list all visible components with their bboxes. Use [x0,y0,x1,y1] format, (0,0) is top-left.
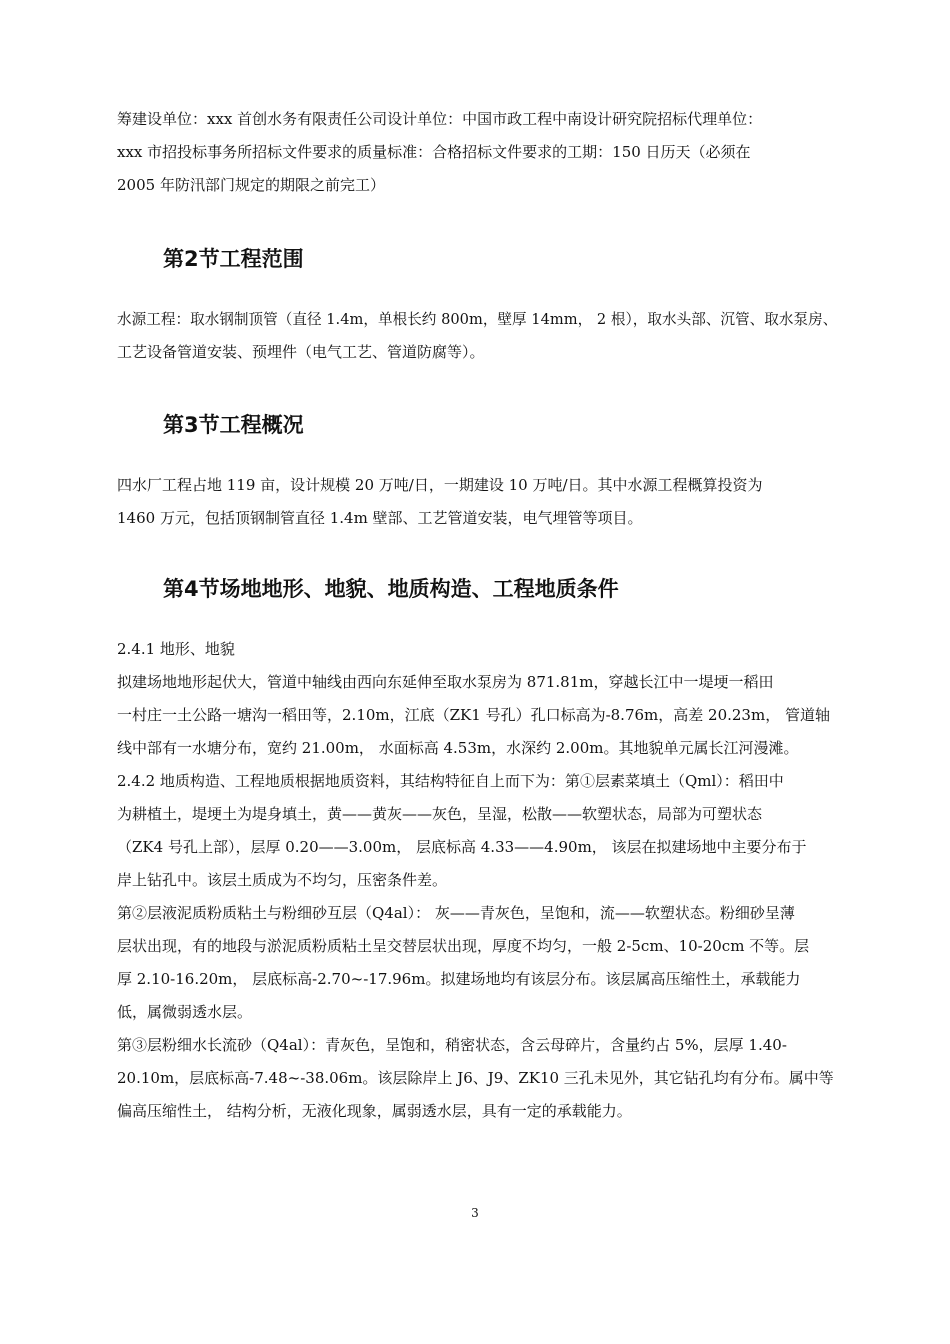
section-4-line: 一村庄一土公路一塘沟一稻田等，2.10m，江底（ZK1 号孔）孔口标高为-8.76m，高差 20.23m， 管道轴 [117,706,830,724]
section-2-line: 水源工程：取水钢制顶管（直径 1.4m，单根长约 800m，壁厚 14mm， 2 根），取水头部、沉管、取水泵房、 [117,310,838,328]
page-number: 3 [471,1206,479,1220]
intro-line: xxx 市招投标事务所招标文件要求的质量标准：合格招标文件要求的工期：150 日历天（必须在 [117,143,751,161]
section-3-line: 四水厂工程占地 119 亩，设计规模 20 万吨/日，一期建设 10 万吨/日。其中水源工程概算投资为 [117,476,763,494]
section-4-line: （ZK4 号孔上部），层厚 0.20——3.00m， 层底标高 4.33——4.90m， 该层在拟建场地中主要分布于 [117,838,807,856]
section-4-line: 岸上钻孔中。该层土质成为不均匀，压密条件差。 [117,871,448,889]
subsection-heading-2-4-1: 2.4.1 地形、地貌 [117,640,235,658]
section-4-heading: 第4节场地地形、地貌、地质构造、工程地质条件 [163,577,619,601]
section-4-line: 层状出现，有的地段与淤泥质粉质粘土呈交替层状出现，厚度不均匀，一般 2-5cm、10-20cm 不等。层 [117,937,810,955]
section-4-line: 第③层粉细水长流砂（Q4al）：青灰色，呈饱和，稍密状态，含云母碎片，含量约占 5%，层厚 1.40- [117,1036,787,1054]
section-2-paragraph [117,303,837,369]
section-3-heading: 第3节工程概况 [163,413,304,437]
intro-paragraph [117,103,837,202]
section-4-paragraph [117,633,837,1128]
section-4-line: 为耕植土，堤埂土为堤身填土，黄——黄灰——灰色，呈湿，松散——软塑状态，局部为可塑状态 [117,805,763,823]
section-4-line: 拟建场地地形起伏大，管道中轴线由西向东延伸至取水泵房为 871.81m，穿越长江中一堤埂一稻田 [117,673,774,691]
section-4-line: 厚 2.10-16.20m， 层底标高-2.70~-17.96m。拟建场地均有该层分布。该层属高压缩性土，承载能力 [117,970,801,988]
section-2-line: 工艺设备管道安装、预埋件（电气工艺、管道防腐等）。 [117,343,485,361]
section-4-line: 偏高压缩性土， 结构分析，无液化现象，属弱透水层，具有一定的承载能力。 [117,1102,632,1120]
section-4-line: 第②层液泥质粉质粘土与粉细砂互层（Q4al）： 灰——青灰色，呈饱和，流——软塑状态。粉细砂呈薄 [117,904,795,922]
section-4-line: 低，属微弱透水层。 [117,1003,253,1021]
section-3-line: 1460 万元，包括顶钢制管直径 1.4m 壁部、工艺管道安装，电气埋管等项目。 [117,509,643,527]
section-3-paragraph [117,469,837,535]
section-4-line: 20.10m，层底标高-7.48~-38.06m。该层除岸上 J6、J9、ZK10 三孔未见外，其它钻孔均有分布。属中等 [117,1069,834,1087]
section-4-line: 线中部有一水塘分布，宽约 21.00m， 水面标高 4.53m，水深约 2.00m。其地貌单元属长江河漫滩。 [117,739,799,757]
section-2-heading: 第2节工程范围 [163,247,304,271]
intro-line: 2005 年防汛部门规定的期限之前完工） [117,176,385,194]
section-4-line: 2.4.2 地质构造、工程地质根据地质资料，其结构特征自上而下为：第①层素菜填土（Qml）：稻田中 [117,772,784,790]
intro-line: 筹建设单位：xxx 首创水务有限责任公司设计单位：中国市政工程中南设计研究院招标代理单位： [117,110,763,128]
